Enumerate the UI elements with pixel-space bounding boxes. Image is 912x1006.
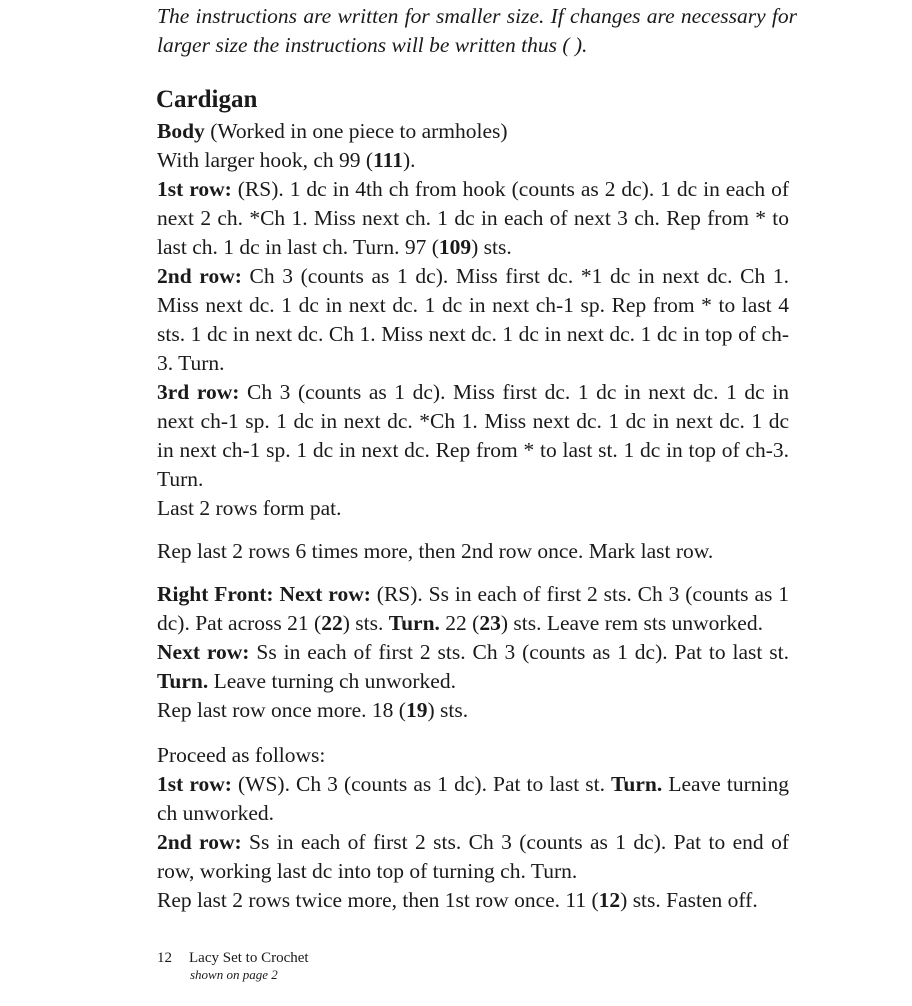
row-2: 2nd row: Ch 3 (counts as 1 dc). Miss first dc. *1 dc in next dc. Ch 1. Miss next dc. 1 dc in next dc. 1 dc in next ch-1 sp. Rep from * to last 4 sts. 1 dc in next dc. Ch 1. Miss next dc. 1 dc in next dc. 1 dc in top of ch-3. Turn.	[157, 264, 789, 375]
size-instructions-note: The instructions are written for smaller size. If changes are necessary for larger size the instructions will be written thus ( ).	[157, 4, 797, 57]
proceed-row-2-label: 2nd row:	[157, 830, 242, 854]
row-1-label: 1st row:	[157, 177, 232, 201]
hook-line: With larger hook, ch 99 (111).	[157, 148, 416, 172]
row-3: 3rd row: Ch 3 (counts as 1 dc). Miss first dc. 1 dc in next dc. 1 dc in next ch-1 sp. 1 dc in next dc. *Ch 1. Miss next dc. 1 dc in next dc. 1 dc in next ch-1 sp. 1 dc in next dc. Rep from * to last st. 1 dc in top of ch-3. Turn.	[157, 380, 790, 491]
instructions-body	[157, 117, 789, 915]
proceed-row-1: 1st row: (WS). Ch 3 (counts as 1 dc). Pat to last st. Turn. Leave turning ch unworked.	[157, 772, 789, 825]
page-number: 12	[157, 950, 172, 966]
proceed-row-1-label: 1st row:	[157, 772, 232, 796]
final-line: Rep last 2 rows twice more, then 1st row once. 11 (12) sts. Fasten off.	[157, 888, 758, 912]
proceed-line: Proceed as follows:	[157, 743, 326, 767]
page-footer	[157, 950, 309, 982]
pattern-note: Last 2 rows form pat.	[157, 496, 342, 520]
body-line: Body (Worked in one piece to armholes)	[157, 119, 508, 143]
body-label: Body	[157, 119, 205, 143]
next-row-label: Next row:	[157, 640, 250, 664]
footer-subtitle: shown on page 2	[190, 967, 278, 982]
row-3-label: 3rd row:	[157, 380, 240, 404]
section-title: Cardigan	[156, 86, 258, 113]
right-front-label: Right Front: Next row:	[157, 582, 371, 606]
repeat-note: Rep last 2 rows 6 times more, then 2nd row once. Mark last row.	[157, 539, 714, 563]
next-row: Next row: Ss in each of first 2 sts. Ch 3 (counts as 1 dc). Pat to last st. Turn. Leave turning ch unworked.	[157, 640, 789, 693]
proceed-row-2: 2nd row: Ss in each of first 2 sts. Ch 3 (counts as 1 dc). Pat to end of row, working last dc into top of turning ch. Turn.	[157, 830, 789, 883]
row-1: 1st row: (RS). 1 dc in 4th ch from hook (counts as 2 dc). 1 dc in each of next 2 ch. *Ch 1. Miss next ch. 1 dc in each of next 3 ch. Rep from * to last ch. 1 dc in last ch. Turn. 97 (109) sts.	[157, 177, 789, 259]
row-2-label: 2nd row:	[157, 264, 242, 288]
footer-title: Lacy Set to Crochet	[189, 950, 309, 966]
repeat-once-line: Rep last row once more. 18 (19) sts.	[157, 698, 469, 722]
right-front-row: Right Front: Next row: (RS). Ss in each of first 2 sts. Ch 3 (counts as 1 dc). Pat across 21 (22) sts. Turn. 22 (23) sts. Leave rem sts unworked.	[157, 582, 789, 635]
